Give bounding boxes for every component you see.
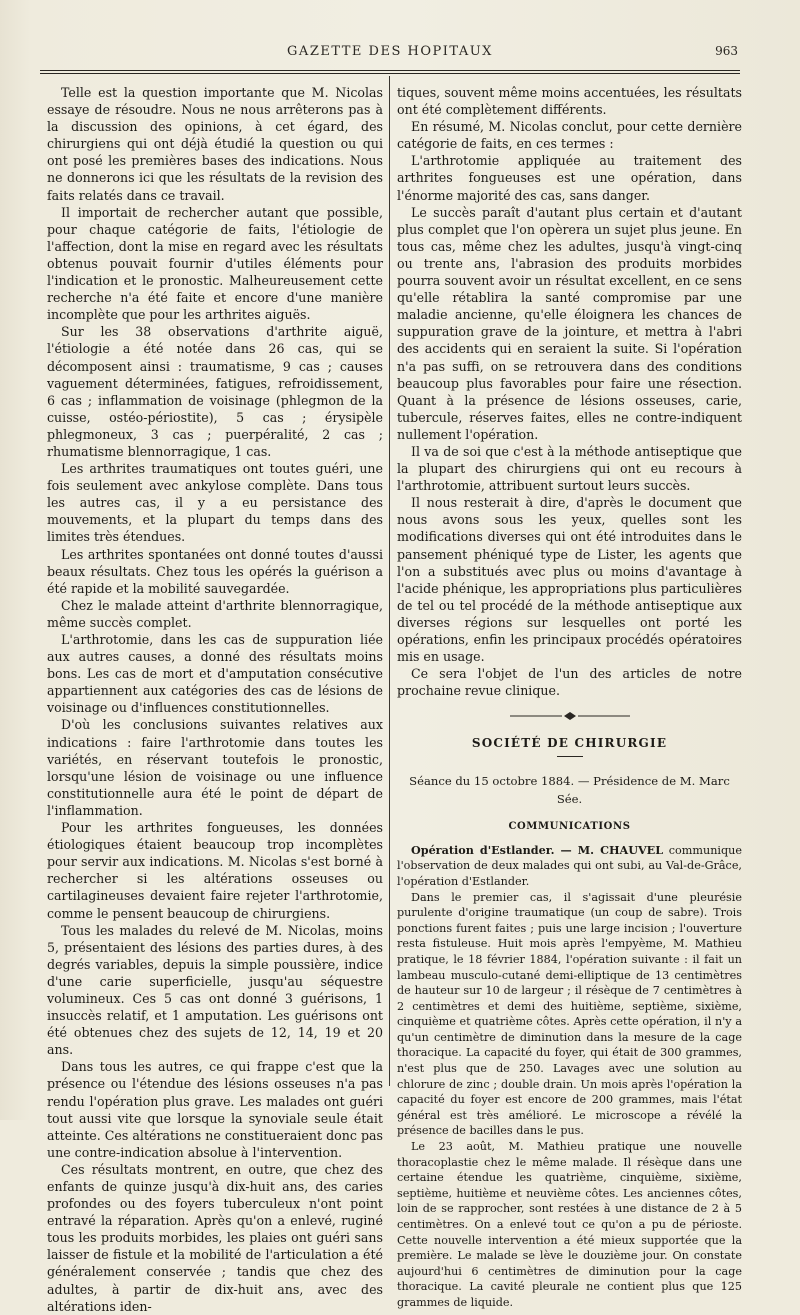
paragraph: Ces résultats montrent, en outre, que chez des enfants de quinze jusqu'à dix-huit ans, des caries profondes ou des foyers tuberculeux n'ont point entravé la réparation. Après qu'on a enlevé, ruginé tous les produits morbides, les plaies ont guéri sans laisser de fistule et la mobilité de l'articulation a été généralement conservée ; tandis que chez des adultes, à partir de dix-huit ans, avec des altérations iden-: [47, 1161, 383, 1314]
column-divider: [389, 76, 390, 1086]
communications-heading: COMMUNICATIONS: [508, 820, 631, 832]
page-header: [40, 40, 740, 64]
meeting-line: Séance du 15 octobre 1884. — Présidence de M. Marc Sée.: [409, 774, 730, 806]
paragraph: tiques, souvent même moins accentuées, les résultats ont été complètement différents.: [397, 85, 742, 118]
paragraph: L'arthrotomie appliquée au traitement des arthrites fongueuses est une opération, dans l'énorme majorité des cas, sans danger.: [397, 153, 742, 203]
journal-title: GAZETTE DES HOPITAUX: [287, 44, 493, 59]
paragraph: Il va de soi que c'est à la méthode antiseptique que la plupart des chirurgiens qui ont eu recours à l'arthrotomie, attribuent surtout leurs succès.: [397, 443, 742, 494]
paragraph: Les arthrites traumatiques ont toutes guéri, une fois seulement avec ankylose complète. Dans tous les autres cas, il y a eu persistance des mouvements, et la plupart du temps dans des limites très étendues.: [47, 461, 383, 545]
ornament-rule-icon: [510, 709, 630, 723]
paragraph: Il importait de rechercher autant que possible, pour chaque catégorie de faits, l'étiologie de l'affection, dont la mise en regard avec les résultats obtenus pouvait fournir d'utiles éléments pour l'indication et le pronostic. Malheureusement cette recherche n'a été faite et encore d'une manière incomplète que pour les arthrites aiguës.: [47, 204, 383, 323]
paragraph: Il nous resterait à dire, d'après le document que nous avons sous les yeux, quelles sont les modifications diverses qui ont été introduites dans le pansement phéniqué type de Lister, les agents que l'on a substitués avec plus ou moins d'avantage à l'acide phénique, les appropriations plus particulières de tel ou tel procédé de la méthode antiseptique aux diverses régions sur lesquelles ont porté les opérations, enfin les principaux procédés opératoires mis en usage.: [397, 495, 742, 665]
paragraph: Les arthrites spontanées ont donné toutes d'aussi beaux résultats. Chez tous les opérés la guérison a été rapide et la mobilité sauvegardée.: [47, 546, 383, 596]
communication-lead-text: communique l'observation de deux malades qui ont subi, au Val-de-Grâce, l'opération d'Estlander.: [397, 843, 742, 888]
paragraph: Chez le malade atteint d'arthrite blennorragique, même succès complet.: [47, 597, 383, 630]
communication-title: Opération d'Estlander. — M. CHAUVEL: [411, 842, 664, 857]
paragraph: Dans tous les autres, ce qui frappe c'est que la présence ou l'étendue des lésions osseuses n'a pas rendu l'opération plus grave. Les malades ont guéri tout aussi vite que lorsque la synoviale seule était atteinte. Ces altérations ne constitueraient donc pas une contre-indication absolue à l'intervention.: [47, 1059, 383, 1160]
paragraph: Sur les 38 observations d'arthrite aiguë, l'étiologie a été notée dans 26 cas, qui se décomposent ainsi : traumatisme, 9 cas ; causes vaguement déterminées, fatigues, refroidissement, 6 cas ; inflammation de voisinage (phlegmon de la cuisse, ostéo-périostite), 5 cas ; érysipèle phlegmoneux, 3 cas ; puerpéralité, 2 cas ; rhumatisme blennorragique, 1 cas.: [47, 324, 383, 459]
paragraph: En résumé, M. Nicolas conclut, pour cette dernière catégorie de faits, en ces termes :: [397, 119, 742, 152]
left-column: [47, 84, 383, 1315]
paragraph: Ce sera l'objet de l'un des articles de notre prochaine revue clinique.: [397, 666, 742, 699]
paragraph: Dans le premier cas, il s'agissait d'une pleurésie purulente d'origine traumatique (un coup de sabre). Trois ponctions furent faites ; puis une large incision ; l'ouverture resta fistuleuse. Huit mois après l'empyème, M. Mathieu pratique, le 18 février 1884, l'opération suivante : il fait un lambeau musculo-cutané demi-elliptique de 13 centimètres de hauteur sur 10 de largeur ; il résèque de 7 centimètres à 2 centimètres et demi des huitième, septième, sixième, cinquième et quatrième côtes. Après cette opération, il n'y a qu'un centimètre de diminution dans la mesure de la cage thoracique. La capacité du foyer, qui était de 300 grammes, n'est plus que de 250. Lavages avec une solution au chlorure de zinc ; double drain. Un mois après l'opération la capacité du foyer est encore de 200 grammes, mais l'état général est très amélioré. Le microscope a révélé la présence de bacilles dans le pus.: [397, 890, 742, 1138]
paragraph: Tous les malades du relevé de M. Nicolas, moins 5, présentaient des lésions des parties dures, à des degrés variables, depuis la simple poussière, indice d'une carie superficielle, jusqu'au séquestre volumineux. Ces 5 cas ont donné 3 guérisons, 1 insuccès relatif, et 1 amputation. Les guérisons ont été obtenues chez des sujets de 12, 14, 19 et 20 ans.: [47, 922, 383, 1058]
paragraph: L'arthrotomie, dans les cas de suppuration liée aux autres causes, a donné des résultats moins bons. Les cas de mort et d'amputation consécutive appartiennent aux catégories des cas de lésions de voisinage ou d'influences constitutionnelles.: [47, 632, 383, 716]
paragraph: D'où les conclusions suivantes relatives aux indications : faire l'arthrotomie dans toutes les variétés, en réservant toutefois le pronostic, lorsqu'une lésion de voisinage ou une influence constitutionnelle aura été le point de départ de l'inflammation.: [47, 717, 383, 818]
right-column: [397, 84, 742, 1311]
header-double-rule: [40, 70, 740, 74]
paragraph: Le 23 août, M. Mathieu pratique une nouvelle thoracoplastie chez le même malade. Il résèque dans une certaine étendue les quatrième, cinquième, sixième, septième, huitième et neuvième côtes. Les anciennes côtes, loin de se rapprocher, sont restées à une distance de 2 à 5 centimètres. On a enlevé tout ce qu'on a pu de périoste. Cette nouvelle intervention a été mieux supportée que la première. Le malade se lève le douzième jour. On constate aujourd'hui 6 centimètres de diminution pour la cage thoracique. La cavité pleurale ne contient plus que 125 grammes de liquide.: [397, 1140, 742, 1309]
section-separator: [397, 709, 742, 723]
paragraph: Pour les arthrites fongueuses, les données étiologiques étaient beaucoup trop incomplètes pour servir aux indications. M. Nicolas s'est borné à rechercher si les altérations osseuses ou cartilagineuses devaient faire rejeter l'arthrotomie, comme le pensent beaucoup de chirurgiens.: [47, 820, 383, 921]
paragraph: Telle est la question importante que M. Nicolas essaye de résoudre. Nous ne nous arrêterons pas à la discussion des opinions, à cet égard, des chirurgiens qui ont déjà étudié la question ou qui ont posé les premières bases des indications. Nous ne donnerons ici que les résultats de la revision des faits relatés dans ce travail.: [47, 85, 383, 203]
paragraph: Le succès paraît d'autant plus certain et d'autant plus complet que l'on opèrera un sujet plus jeune. En tous cas, même chez les adultes, jusqu'à vingt-cinq ou trente ans, l'abrasion des produits morbides pourra souvent avoir un résultat excellent, en ce sens qu'elle rétablira la santé compromise par une maladie ancienne, qu'elle éloignera les chances de suppuration grave de la jointure, et mettra à l'abri des accidents qui en seraient la suite. Si l'opération n'a pas suffi, on se retrouvera dans des conditions beaucoup plus favorables pour faire une résection. Quant à la présence de lésions osseuses, carie, tubercule, réserves faites, elles ne contre-indiquent nullement l'opération.: [397, 204, 742, 442]
page-number: 963: [715, 44, 738, 58]
section-title: SOCIÉTÉ DE CHIRURGIE: [471, 736, 668, 751]
section-title-rule: [557, 756, 583, 757]
communication-lead: [397, 843, 742, 890]
